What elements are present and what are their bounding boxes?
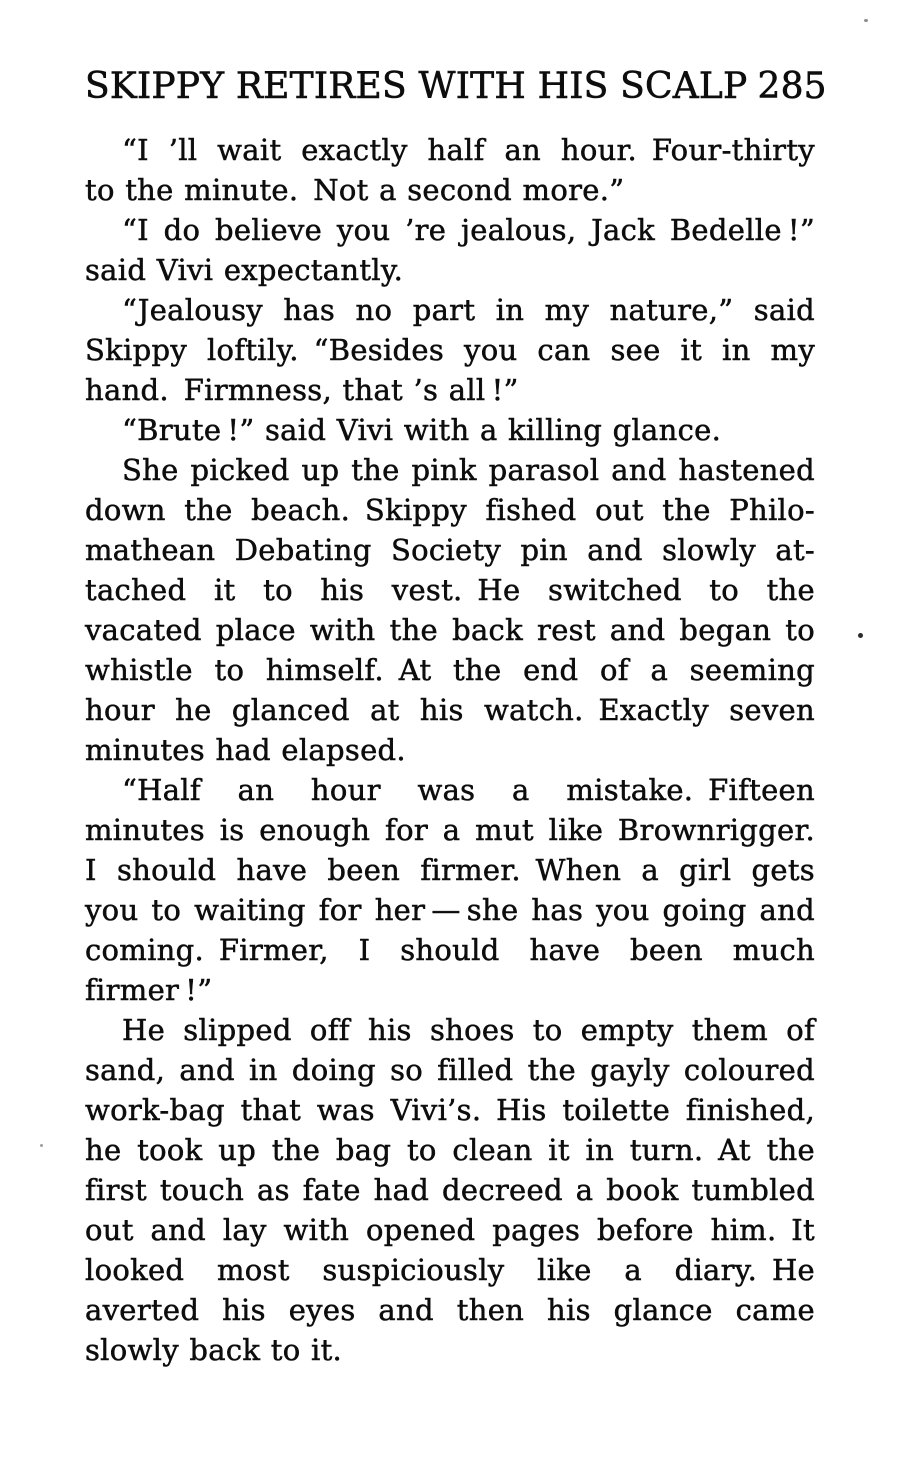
ink-speck xyxy=(864,19,868,22)
text-line: work-bag that was Vivi’s. His toilette finished, xyxy=(85,1093,815,1127)
text-line: looked most suspiciously like a diary. He xyxy=(85,1253,815,1287)
text-line: firmer !” xyxy=(85,973,213,1007)
text-line: He slipped off his shoes to empty them of xyxy=(122,1013,815,1047)
ink-speck xyxy=(40,1144,43,1147)
text-line: he took up the bag to clean it in turn. At the xyxy=(85,1133,815,1167)
text-line: to the minute. Not a second more.” xyxy=(85,173,625,207)
text-line: “Jealousy has no part in my nature,” said xyxy=(122,293,815,327)
text-line: vacated place with the back rest and began to xyxy=(85,613,815,647)
text-line: sand, and in doing so filled the gayly coloured xyxy=(85,1053,815,1087)
text-line: hand. Firmness, that ’s all !” xyxy=(85,373,519,407)
text-line: you to waiting for her — she has you going and xyxy=(85,893,815,927)
text-line: down the beach. Skippy fished out the Philo- xyxy=(85,493,815,527)
text-line: first touch as fate had decreed a book tumbled xyxy=(85,1173,815,1207)
text-line: “I ’ll wait exactly half an hour. Four-thirty xyxy=(122,133,815,167)
page-title: SKIPPY RETIRES WITH HIS SCALP xyxy=(85,66,748,107)
ink-speck xyxy=(858,633,863,638)
text-line: minutes had elapsed. xyxy=(85,733,406,767)
text-line: coming. Firmer, I should have been much xyxy=(85,933,815,967)
text-line: minutes is enough for a mut like Brownrigger. xyxy=(85,813,815,847)
text-line: “I do believe you ’re jealous, Jack Bedelle !” xyxy=(122,213,815,247)
text-line: slowly back to it. xyxy=(85,1333,343,1367)
text-line: “Brute !” said Vivi with a killing glance. xyxy=(122,413,722,447)
page-number: 285 xyxy=(757,66,827,107)
text-line: hour he glanced at his watch. Exactly seven xyxy=(85,693,815,727)
text-line: averted his eyes and then his glance came xyxy=(85,1293,815,1327)
text-line: said Vivi expectantly. xyxy=(85,253,404,287)
running-head xyxy=(85,63,827,111)
text-line: mathean Debating Society pin and slowly at- xyxy=(85,533,815,567)
text-line: “Half an hour was a mistake. Fifteen xyxy=(122,773,815,807)
text-line: Skippy loftily. “Besides you can see it in my xyxy=(85,333,815,367)
text-line: whistle to himself. At the end of a seeming xyxy=(85,653,815,687)
text-body xyxy=(85,130,815,1370)
text-line: out and lay with opened pages before him. It xyxy=(85,1213,815,1247)
text-line: She picked up the pink parasol and hastened xyxy=(122,453,815,487)
text-line: I should have been firmer. When a girl gets xyxy=(85,853,815,887)
text-line: tached it to his vest. He switched to the xyxy=(85,573,815,607)
